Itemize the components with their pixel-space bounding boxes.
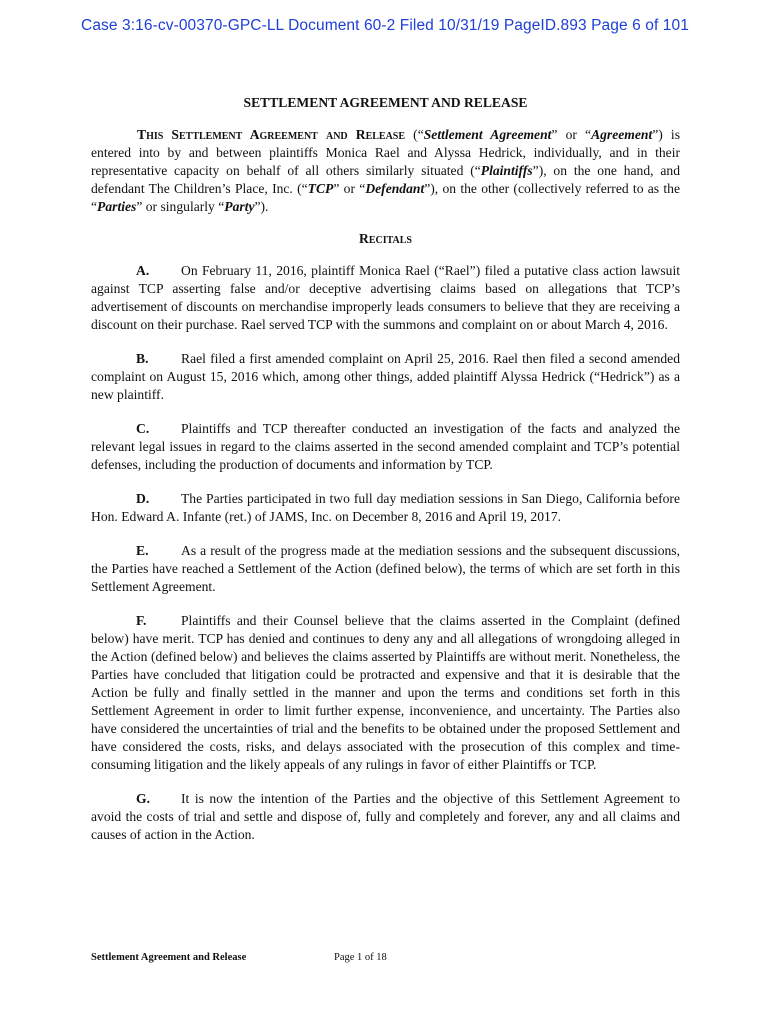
intro-text: ” or “ xyxy=(551,127,592,142)
intro-text: (“ xyxy=(405,127,424,142)
recital-text: On February 11, 2016, plaintiff Monica Rael (“Rael”) filed a putative class action lawsuit against TCP asserting false and/or deceptive advertising claims based on allegations that TCP’s advertisement of discounts on merchandise improperly leads consumers to believe that they are receiving a discount on their purchase. Rael served TCP with the summons and complaint on or about March 4, 2016. xyxy=(91,263,680,332)
intro-text: ” or singularly “ xyxy=(136,199,225,214)
recital-paragraph xyxy=(91,350,680,404)
recital-letter: E. xyxy=(136,543,149,558)
defined-term: Settlement Agreement xyxy=(423,127,552,142)
intro-text: ”) is entered into by and between plaintiffs Monica Rael and Alyssa Hedrick, individually, and in their representative capacity on behalf of all others similarly situated (“ xyxy=(91,127,680,178)
document-body xyxy=(91,94,680,860)
recital-letter: F. xyxy=(136,613,147,628)
defined-term: TCP xyxy=(307,181,334,196)
defined-term: Agreement xyxy=(591,127,653,142)
footer-page-number: Page 1 of 18 xyxy=(334,952,387,963)
defined-term: Party xyxy=(224,199,255,214)
intro-text: ”). xyxy=(254,199,269,214)
intro-paragraph xyxy=(91,126,680,216)
intro-text: ” or “ xyxy=(333,181,366,196)
recital-paragraph xyxy=(91,420,680,474)
recitals-heading: Recitals xyxy=(359,231,412,246)
recital-paragraph xyxy=(91,542,680,596)
recital-letter: C. xyxy=(136,421,150,436)
footer-document-name: Settlement Agreement and Release xyxy=(91,952,247,963)
recital-text: Rael filed a first amended complaint on April 25, 2016. Rael then filed a second amended complaint on August 15, 2016 which, among other things, added plaintiff Alyssa Hedrick (“Hedrick”) as a new plaintiff. xyxy=(91,351,680,402)
recital-letter: B. xyxy=(136,351,149,366)
document-title: SETTLEMENT AGREEMENT AND RELEASE xyxy=(243,95,528,110)
intro-text: ”), on the one hand, and defendant The Children’s Place, Inc. (“ xyxy=(91,163,681,196)
defined-term: Plaintiffs xyxy=(480,163,533,178)
defined-term: Parties xyxy=(97,199,137,214)
recital-paragraph xyxy=(91,490,680,526)
recital-paragraph xyxy=(91,790,680,844)
recital-text: It is now the intention of the Parties and the objective of this Settlement Agreement to avoid the costs of trial and settle and dispose of, fully and completely and forever, any and all claims and causes of action in the Action. xyxy=(91,791,680,842)
recital-letter: G. xyxy=(136,791,150,806)
recital-paragraph xyxy=(91,612,680,774)
recital-text: Plaintiffs and TCP thereafter conducted an investigation of the facts and analyzed the relevant legal issues in regard to the claims asserted in the second amended complaint and TCP’s potential defenses, including the production of documents and information by TCP. xyxy=(91,421,680,472)
intro-lead: This Settlement Agreement and Release xyxy=(137,127,406,142)
recital-paragraph xyxy=(91,262,680,334)
intro-text: ”), on the other (collectively referred to as the “ xyxy=(91,181,680,214)
recital-letter: D. xyxy=(136,491,150,506)
recital-text: The Parties participated in two full day mediation sessions in San Diego, California before Hon. Edward A. Infante (ret.) of JAMS, Inc. on December 8, 2016 and April 19, 2017. xyxy=(91,491,680,524)
case-header-stamp: Case 3:16-cv-00370-GPC-LL Document 60-2 Filed 10/31/19 PageID.893 Page 6 of 101 xyxy=(81,17,689,34)
recital-text: Plaintiffs and their Counsel believe that the claims asserted in the Complaint (defined below) have merit. TCP has denied and continues to deny any and all allegations of wrongdoing alleged in the Action (defined below) and believes the claims asserted by Plaintiffs are without merit. Nonetheless, the Parties have concluded that litigation could be protracted and expensive and that it is desirable that the Action be fully and finally settled in the manner and upon the terms and conditions set forth in this Settlement Agreement in order to limit further expense, inconvenience, and uncertainty. The Parties also have considered the uncertainties of trial and the benefits to be obtained under the proposed Settlement and have considered the costs, risks, and delays associated with the prosecution of this complex and time-consuming litigation and the likely appeals of any rulings in favor of either Plaintiffs or TCP. xyxy=(91,613,680,772)
defined-term: Defendant xyxy=(365,181,425,196)
recital-letter: A. xyxy=(136,263,150,278)
recital-text: As a result of the progress made at the mediation sessions and the subsequent discussions, the Parties have reached a Settlement of the Action (defined below), the terms of which are set forth in this Settlement Agreement. xyxy=(91,543,680,594)
